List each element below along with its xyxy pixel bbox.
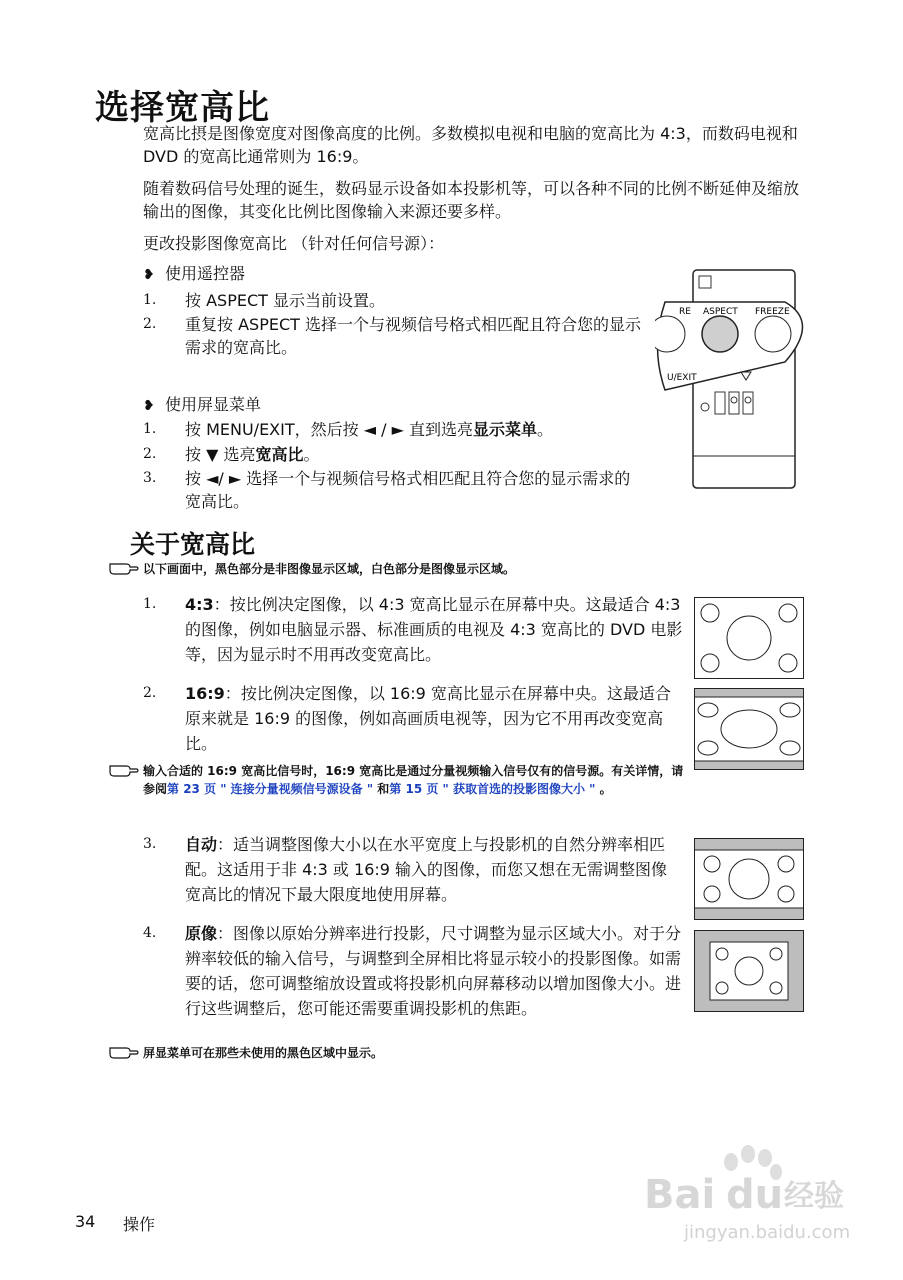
mode-text: 原像：图像以原始分辨率进行投影，尺寸调整为显示区域大小。对于分辨率较低的输入信号，与调整到全屏相比将显示较小的投影图像。如需要的话，您可调整缩放设置或将投影机向屏幕移动以增加图像大小。进行这些调整后，您可能还需要重调投影机的焦距。 (185, 924, 682, 1018)
mode-number: 4. (143, 925, 157, 941)
step-text: 按 MENU/EXIT，然后按 ◄ / ► 直到选亮显示菜单。 (185, 420, 554, 439)
step-number: 1. (143, 292, 157, 308)
step-text: 按 ◄/ ► 选择一个与视频信号格式相匹配且符合您的显示需求的宽高比。 (185, 469, 631, 511)
step-text: 按 ▼ 选亮宽高比。 (185, 445, 320, 464)
intro-paragraph-2: 随着数码信号处理的诞生，数码显示设备如本投影机等，可以各种不同的比例不断延伸及缩放输出的图像，其变化比例比图像输入来源还要多样。 (143, 179, 800, 221)
remote-step-1 (143, 289, 623, 312)
pointing-hand-icon (108, 1044, 140, 1060)
section-name: 操作 (123, 1215, 156, 1234)
mode-auto (143, 832, 683, 907)
step-number: 2. (143, 446, 157, 462)
remote-control-illustration (655, 262, 815, 492)
freeze-label: FREEZE (755, 307, 790, 317)
about-heading: 关于宽高比 (130, 530, 256, 559)
menu-exit-label: U/EXIT (667, 373, 697, 383)
pointing-hand-icon (108, 560, 140, 576)
mode-number: 3. (143, 836, 157, 852)
aspect-auto-diagram (694, 838, 804, 920)
osd-heading (143, 393, 261, 418)
osd-step-1 (143, 418, 663, 441)
mode-16-9 (143, 681, 683, 756)
aspect-4-3-diagram (694, 597, 804, 679)
mode-text: 自动：适当调整图像大小以在水平宽度上与投影机的自然分辨率相匹配。这适用于非 4:3 或 16:9 输入的图像，而您又想在无需调整图像宽高比的情况下最大限度地使用屏幕。 (185, 835, 668, 904)
step-number: 2. (143, 316, 157, 332)
mode-real (143, 921, 683, 1021)
note-3: 屏显菜单可在那些未使用的黑色区域中显示。 (108, 1044, 688, 1062)
bullet-icon: ❥ (143, 267, 155, 283)
mode-number: 1. (143, 596, 157, 612)
intro-paragraph-3: 更改投影图像宽高比 （针对任何信号源）： (143, 234, 445, 253)
link-page-15[interactable]: 第 15 页 " 获取首选的投影图像大小 " (389, 782, 596, 796)
intro-paragraph-1: 宽高比摂是图像宽度对图像高度的比例。多数模拟电视和电脑的宽高比为 4:3，而数码电视和 DVD 的宽高比通常则为 16:9。 (143, 124, 798, 166)
osd-heading-text: 使用屏显菜单 (165, 395, 262, 414)
mode-number: 2. (143, 685, 157, 701)
aspect-16-9-diagram (694, 688, 804, 770)
mode-4-3 (143, 592, 683, 667)
watermark-url: jingyan.baidu.com (684, 1222, 851, 1243)
note-2: 输入合适的 16:9 宽高比信号时，16:9 宽高比是通过分量视频输入信号仅有的信号源。有关详情，请参阅第 23 页 " 连接分量视频信号源设备 " 和第 15 页 " 获取首选的投影图像大小 " 。 (108, 762, 688, 798)
re-label: RE (679, 307, 691, 317)
step-number: 3. (143, 470, 157, 486)
note-1: 以下画面中，黑色部分是非图像显示区域，白色部分是图像显示区域。 (108, 560, 688, 578)
link-page-23[interactable]: 第 23 页 " 连接分量视频信号源设备 " (167, 782, 374, 796)
watermark-brand-cn: 经验 (784, 1179, 844, 1214)
page-number: 34 (75, 1212, 96, 1231)
mode-text: 16:9：按比例决定图像，以 16:9 宽高比显示在屏幕中央。这最适合原来就是 16:9 的图像，例如高画质电视等，因为它不用再改变宽高比。 (185, 684, 671, 753)
remote-heading-text: 使用遥控器 (165, 264, 246, 283)
remote-step-2 (143, 313, 643, 359)
aspect-real-diagram (694, 930, 804, 1012)
watermark-brand: Bai (644, 1172, 716, 1218)
step-text: 重复按 ASPECT 选择一个与视频信号格式相匹配且符合您的显示需求的宽高比。 (185, 315, 641, 357)
osd-step-3 (143, 467, 643, 513)
aspect-label: ASPECT (703, 307, 738, 317)
remote-heading (143, 262, 245, 287)
page-title: 选择宽高比 (95, 88, 270, 128)
step-number: 1. (143, 421, 157, 437)
baidu-watermark (636, 1140, 866, 1250)
watermark-brand-2: du (726, 1172, 784, 1218)
mode-text: 4:3：按比例决定图像，以 4:3 宽高比显示在屏幕中央。这最适合 4:3 的图像，例如电脑显示器、标准画质的电视及 4:3 宽高比的 DVD 电影等，因为显示时不用再改变宽高比。 (185, 595, 683, 664)
bullet-icon: ❥ (143, 398, 155, 414)
pointing-hand-icon (108, 762, 140, 778)
step-text: 按 ASPECT 显示当前设置。 (185, 291, 385, 310)
osd-step-2 (143, 443, 623, 466)
